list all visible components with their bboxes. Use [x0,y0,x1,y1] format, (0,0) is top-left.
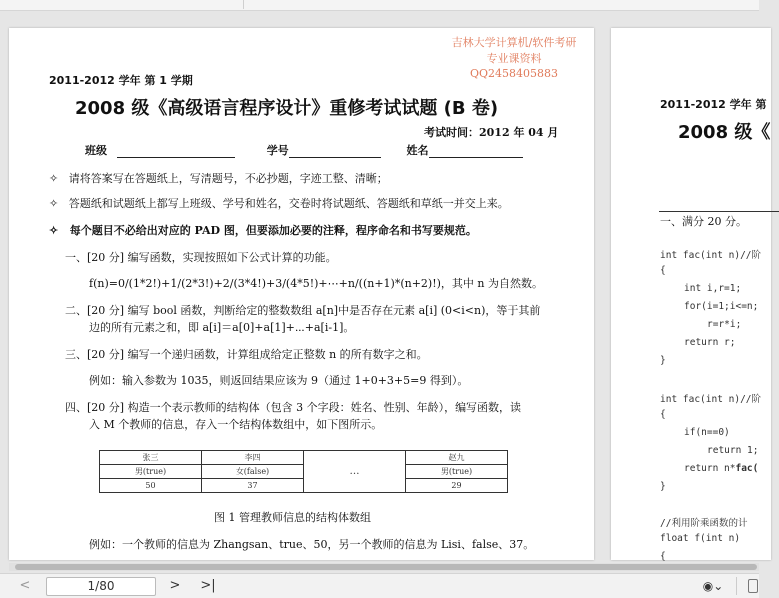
next-page-icon[interactable]: > [169,578,181,593]
figure-caption: 图 1 管理教师信息的结构体数组 [214,511,371,524]
page-title: 2008 级《高级语言程序设计》重修考试试题 (B 卷) [75,98,499,119]
question-4-line2: 入 M 个教师的信息，存入一个结构体数组中，如下图所示。 [89,418,383,431]
id-blank [289,145,381,158]
question-4-line1: 四、[20 分] 构造一个表示教师的结构体（包含 3 个字段：姓名、性别、年龄），编写函数，读 [65,401,522,414]
code-line: float f(int n) [660,533,741,544]
table-cell: 赵九 [406,451,508,465]
horizontal-scrollbar[interactable] [9,563,759,571]
document-page-1 [9,28,594,560]
toolbar-divider [243,0,244,9]
code-line: int fac(int n)//阶 [660,250,762,261]
question-2-line1: 二、[20 分] 编写 bool 函数，判断给定的整数数组 a[n]中是否存在元素 a[i] (0<i<n)，等于其前 [65,304,541,317]
code-line: return r; [684,337,736,348]
instruction-3-text: 每个题目不必给出对应的 PAD 图，但要添加必要的注释，程序命名和书写要规范。 [69,224,477,237]
table-cell: 男(true) [100,465,202,479]
code-line: int i,r=1; [684,283,742,294]
question-2-line2: 边的所有元素之和，即 a[i]＝a[0]+a[1]+⋯+a[i-1]。 [89,321,355,334]
toolbar-divider [736,577,737,595]
code-line: r=r*i; [707,319,742,330]
code-line: int fac(int n)//阶 [660,394,762,405]
instruction-1-text: 请将答案写在答题纸上，写清题号，不必抄题，字迹工整、清晰； [68,172,388,185]
code-line: { [660,409,666,420]
code-line: for(i=1;i<=n; [684,301,759,312]
teacher-table [99,450,508,493]
watermark-line3: QQ2458405883 [469,67,559,80]
top-toolbar [0,0,759,11]
table-cell: 李四 [202,451,304,465]
prev-page-icon[interactable]: < [19,578,31,593]
id-label: 学号 [266,144,289,157]
question-4-example: 例如：一个教师的信息为 Zhangsan、true、50，另一个教师的信息为 Lisi、false、37。 [89,538,535,551]
view-mode-icon[interactable]: ◉⌄ [702,579,724,593]
table-row [100,451,508,465]
exam-time: 考试时间：2012 年 04 月 [424,126,559,139]
code-line: } [660,481,666,492]
bottom-navigation-bar [0,573,759,598]
table-cell: 张三 [100,451,202,465]
table-cell: 女(false) [202,465,304,479]
info-line [85,142,523,158]
scrollbar-thumb[interactable] [15,564,757,570]
code-line: if(n==0) [684,427,730,438]
table-cell: 50 [100,479,202,493]
watermark-line2: 专业课资料 [486,52,542,65]
watermark-line1: 吉林大学计算机/软件考研 [451,36,577,49]
name-label: 姓名 [406,144,429,157]
table-ellipsis: … [304,451,406,493]
class-blank [117,145,235,158]
question-1-formula: f(n)=0/(1*2!)+1/(2*3!)+2/(3*4!)+3/(4*5!)+⋯+n/((n+1)*(n+2)!)，其中 n 为自然数。 [89,277,543,290]
table-cell: 37 [202,479,304,493]
code-line: return 1; [707,445,759,456]
code-line [684,463,758,474]
term-header: 2011-2012 学年 第 1 学期 [49,74,193,87]
code-fragment-bold: fac( [735,463,759,474]
page-title-2: 2008 级《 [678,122,771,143]
question-3-example: 例如：输入参数为 1035，则返回结果应该为 9（通过 1+0+3+5=9 得到）。 [89,374,469,387]
name-blank [429,145,523,158]
table-cell: 29 [406,479,508,493]
instruction-2: ✧ 答题纸和试题纸上都写上班级、学号和姓名，交卷时将试题纸、答题纸和草纸一并交上来。 [49,197,509,210]
class-label: 班级 [85,144,107,157]
instruction-3: ✧ 每个题目不必给出对应的 PAD 图，但要添加必要的注释，程序命名和书写要规范。 [49,224,477,237]
document-page-2 [611,28,771,560]
fit-page-icon[interactable] [748,579,758,593]
code-comment: //利用阶乘函数的计 [660,518,748,529]
code-line: { [660,265,666,276]
answer-section-1: 一、满分 20 分。 [660,215,747,228]
question-1: 一、[20 分] 编写函数，实现按照如下公式计算的功能。 [65,251,337,264]
term-header-2: 2011-2012 学年 第 [660,98,767,111]
page-number-input[interactable]: 1/80 [46,577,156,596]
instruction-1: ✧ 请将答案写在答题纸上，写清题号，不必抄题，字迹工整、清晰； [49,172,388,185]
code-line: { [660,551,666,562]
section-divider [659,211,779,212]
code-fragment: return n* [684,463,736,474]
code-line: } [660,355,666,366]
last-page-icon[interactable]: >| [200,578,216,593]
question-3: 三、[20 分] 编写一个递归函数，计算组成给定正整数 n 的所有数字之和。 [65,348,428,361]
instruction-2-text: 答题纸和试题纸上都写上班级、学号和姓名，交卷时将试题纸、答题纸和草纸一并交上来。 [68,197,509,210]
table-cell: 男(true) [406,465,508,479]
